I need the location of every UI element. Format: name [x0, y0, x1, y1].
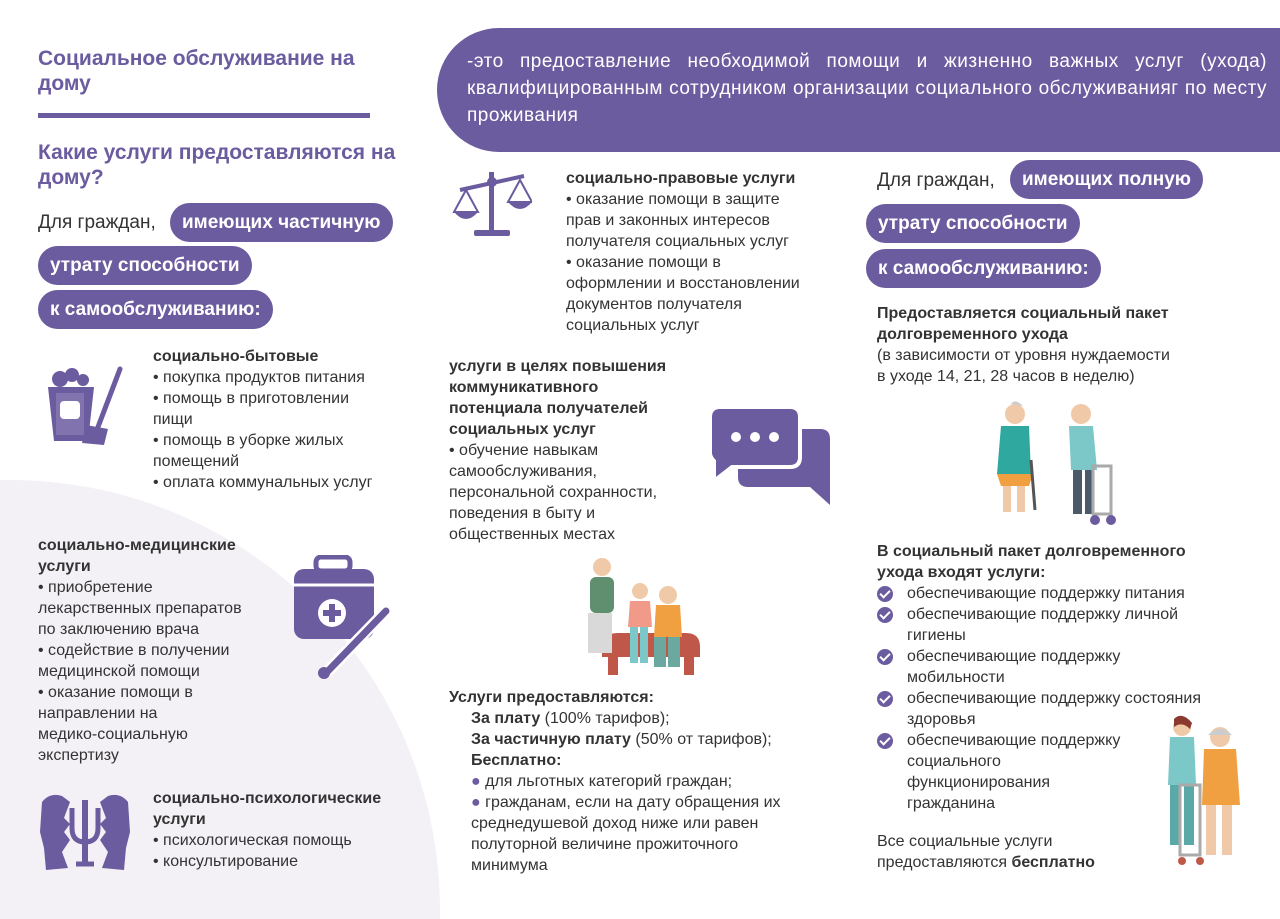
- household-block: [153, 346, 423, 493]
- legal-item: социальных услуг: [566, 317, 700, 334]
- payment-free-item: ● гражданам, если на дату обращения их: [471, 794, 781, 811]
- package-heading: Предоставляется социальный пакет: [877, 305, 1169, 322]
- medical-item: медико-социальную: [38, 726, 188, 743]
- medical-item: • приобретение: [38, 579, 153, 596]
- medical-block: [38, 535, 288, 766]
- legal-item: • оказание помощи в защите: [566, 191, 780, 208]
- payment-free-text: для льготных категорий граждан;: [485, 773, 733, 790]
- legal-item: оформлении и восстановлении: [566, 275, 800, 292]
- payment-free-item: минимума: [471, 857, 548, 874]
- psych-block: [153, 788, 423, 872]
- checkmark-icon: [877, 607, 893, 623]
- comm-item: персональной сохранности,: [449, 484, 658, 501]
- full-pill-1: имеющих полную: [1010, 160, 1203, 199]
- includes-item-text: обеспечивающие поддержку питания: [907, 585, 1185, 602]
- payment-free-label: Бесплатно:: [471, 752, 562, 769]
- includes-item: [877, 646, 1247, 688]
- footer-text: предоставляются: [877, 854, 1012, 871]
- comm-item: самообслуживания,: [449, 463, 597, 480]
- footer-text-line: [877, 852, 1177, 873]
- psi-heads-icon: [40, 792, 130, 874]
- includes-item-text: здоровья: [907, 711, 976, 728]
- comm-heading: потенциала получателей: [449, 400, 649, 417]
- medical-item: медицинской помощи: [38, 663, 200, 680]
- household-item: помещений: [153, 453, 240, 470]
- psych-item: • психологическая помощь: [153, 832, 352, 849]
- includes-item-text: социального: [907, 753, 1001, 770]
- comm-heading: социальных услуг: [449, 421, 596, 438]
- payment-block: [449, 687, 849, 876]
- household-item: пищи: [153, 411, 193, 428]
- family-people-illustration: [578, 555, 704, 685]
- payment-free: [449, 750, 849, 771]
- psych-heading: услуги: [153, 811, 206, 828]
- includes-heading: В социальный пакет долговременного: [877, 543, 1186, 560]
- full-pill-3: к самообслуживанию:: [866, 249, 1101, 288]
- scales-icon: [452, 168, 532, 240]
- includes-item: [877, 604, 1247, 646]
- comm-item: • обучение навыкам: [449, 442, 599, 459]
- comm-item: общественных местах: [449, 526, 616, 543]
- page-subtitle: Какие услуги предоставляются на дому?: [38, 141, 396, 189]
- includes-item-text: обеспечивающие поддержку: [907, 648, 1121, 665]
- household-item: • покупка продуктов питания: [153, 369, 365, 386]
- psych-item: • консультирование: [153, 853, 298, 870]
- elderly-couple-illustration: [985, 400, 1121, 532]
- includes-item: [877, 583, 1247, 604]
- includes-item-text: обеспечивающие поддержку: [907, 732, 1121, 749]
- includes-item-text: гражданина: [907, 795, 996, 812]
- payment-paid-label: За плату: [471, 710, 541, 727]
- payment-heading: Услуги предоставляются:: [449, 689, 654, 706]
- partial-pill-1: имеющих частичную: [170, 203, 393, 242]
- comm-item: поведения в быту и: [449, 505, 596, 522]
- definition-text: -это предоставление необходимой помощи и жизненно важных услуг (ухода) квалифицированным сотрудником организации социального обслуживанияг по месту проживания: [467, 51, 1267, 126]
- legal-block: [566, 168, 846, 336]
- footer-text: Все социальные услуги: [877, 833, 1053, 850]
- payment-free-item: среднедушевой доход ниже или равен: [471, 815, 759, 832]
- legal-item: прав и законных интересов: [566, 212, 770, 229]
- comm-block: [449, 356, 699, 545]
- package-block: [877, 303, 1257, 387]
- household-item: • помощь в приготовлении: [153, 390, 350, 407]
- medical-kit-thermometer-icon: [290, 555, 396, 681]
- household-heading: социально-бытовые: [153, 348, 319, 365]
- includes-item-text: функционирования: [907, 774, 1051, 791]
- checkmark-icon: [877, 733, 893, 749]
- definition-banner: [437, 28, 1280, 152]
- medical-item: • оказание помощи в: [38, 684, 193, 701]
- full-lead: Для граждан,: [877, 170, 995, 191]
- legal-heading: социально-правовые услуги: [566, 170, 796, 187]
- legal-item: • оказание помощи в: [566, 254, 721, 271]
- payment-partial-label: За частичную плату: [471, 731, 631, 748]
- household-item: • оплата коммунальных услуг: [153, 474, 373, 491]
- checkmark-icon: [877, 649, 893, 665]
- page-title: Социальное обслуживание на дому: [38, 47, 355, 95]
- comm-heading: коммуникативного: [449, 379, 599, 396]
- footer-block: [877, 831, 1177, 873]
- includes-item-text: мобильности: [907, 669, 1005, 686]
- medical-heading: услуги: [38, 558, 91, 575]
- legal-item: документов получателя: [566, 296, 742, 313]
- payment-free-item: полуторной величине прожиточного: [471, 836, 739, 853]
- medical-item: лекарственных препаратов: [38, 600, 242, 617]
- payment-paid: [449, 708, 849, 729]
- checkmark-icon: [877, 586, 893, 602]
- psych-heading: социально-психологические: [153, 790, 382, 807]
- medical-item: • содействие в получении: [38, 642, 230, 659]
- payment-free-item: ● для льготных категорий граждан;: [471, 773, 733, 790]
- medical-item: экспертизу: [38, 747, 119, 764]
- payment-partial: [449, 729, 849, 750]
- includes-item-text: обеспечивающие поддержку состояния: [907, 690, 1201, 707]
- medical-item: по заключению врача: [38, 621, 200, 638]
- payment-partial-rate: (50% от тарифов);: [630, 731, 772, 748]
- chat-bubbles-icon: [710, 405, 832, 507]
- title-divider: [38, 113, 370, 118]
- partial-pill-3: к самообслуживанию:: [38, 290, 273, 329]
- includes-item-text: гигиены: [907, 627, 966, 644]
- partial-lead: Для граждан,: [38, 212, 156, 233]
- household-item: • помощь в уборке жилых: [153, 432, 344, 449]
- footer-free: бесплатно: [1011, 854, 1095, 871]
- comm-heading: услуги в целях повышения: [449, 358, 667, 375]
- payment-free-text: гражданам, если на дату обращения их: [485, 794, 781, 811]
- package-note: (в зависимости от уровня нуждаемости: [877, 347, 1170, 364]
- package-note: в уходе 14, 21, 28 часов в неделю): [877, 368, 1135, 385]
- medical-heading: социально-медицинские: [38, 537, 236, 554]
- legal-item: получателя социальных услуг: [566, 233, 789, 250]
- includes-heading: ухода входят услуги:: [877, 564, 1046, 581]
- full-pill-2: утрату способности: [866, 204, 1080, 243]
- package-heading: долговременного ухода: [877, 326, 1068, 343]
- bucket-mop-icon: [42, 365, 128, 447]
- medical-item: направлении на: [38, 705, 158, 722]
- checkmark-icon: [877, 691, 893, 707]
- payment-paid-rate: (100% тарифов);: [540, 710, 670, 727]
- partial-pill-2: утрату способности: [38, 246, 252, 285]
- includes-item-text: обеспечивающие поддержку личной: [907, 606, 1179, 623]
